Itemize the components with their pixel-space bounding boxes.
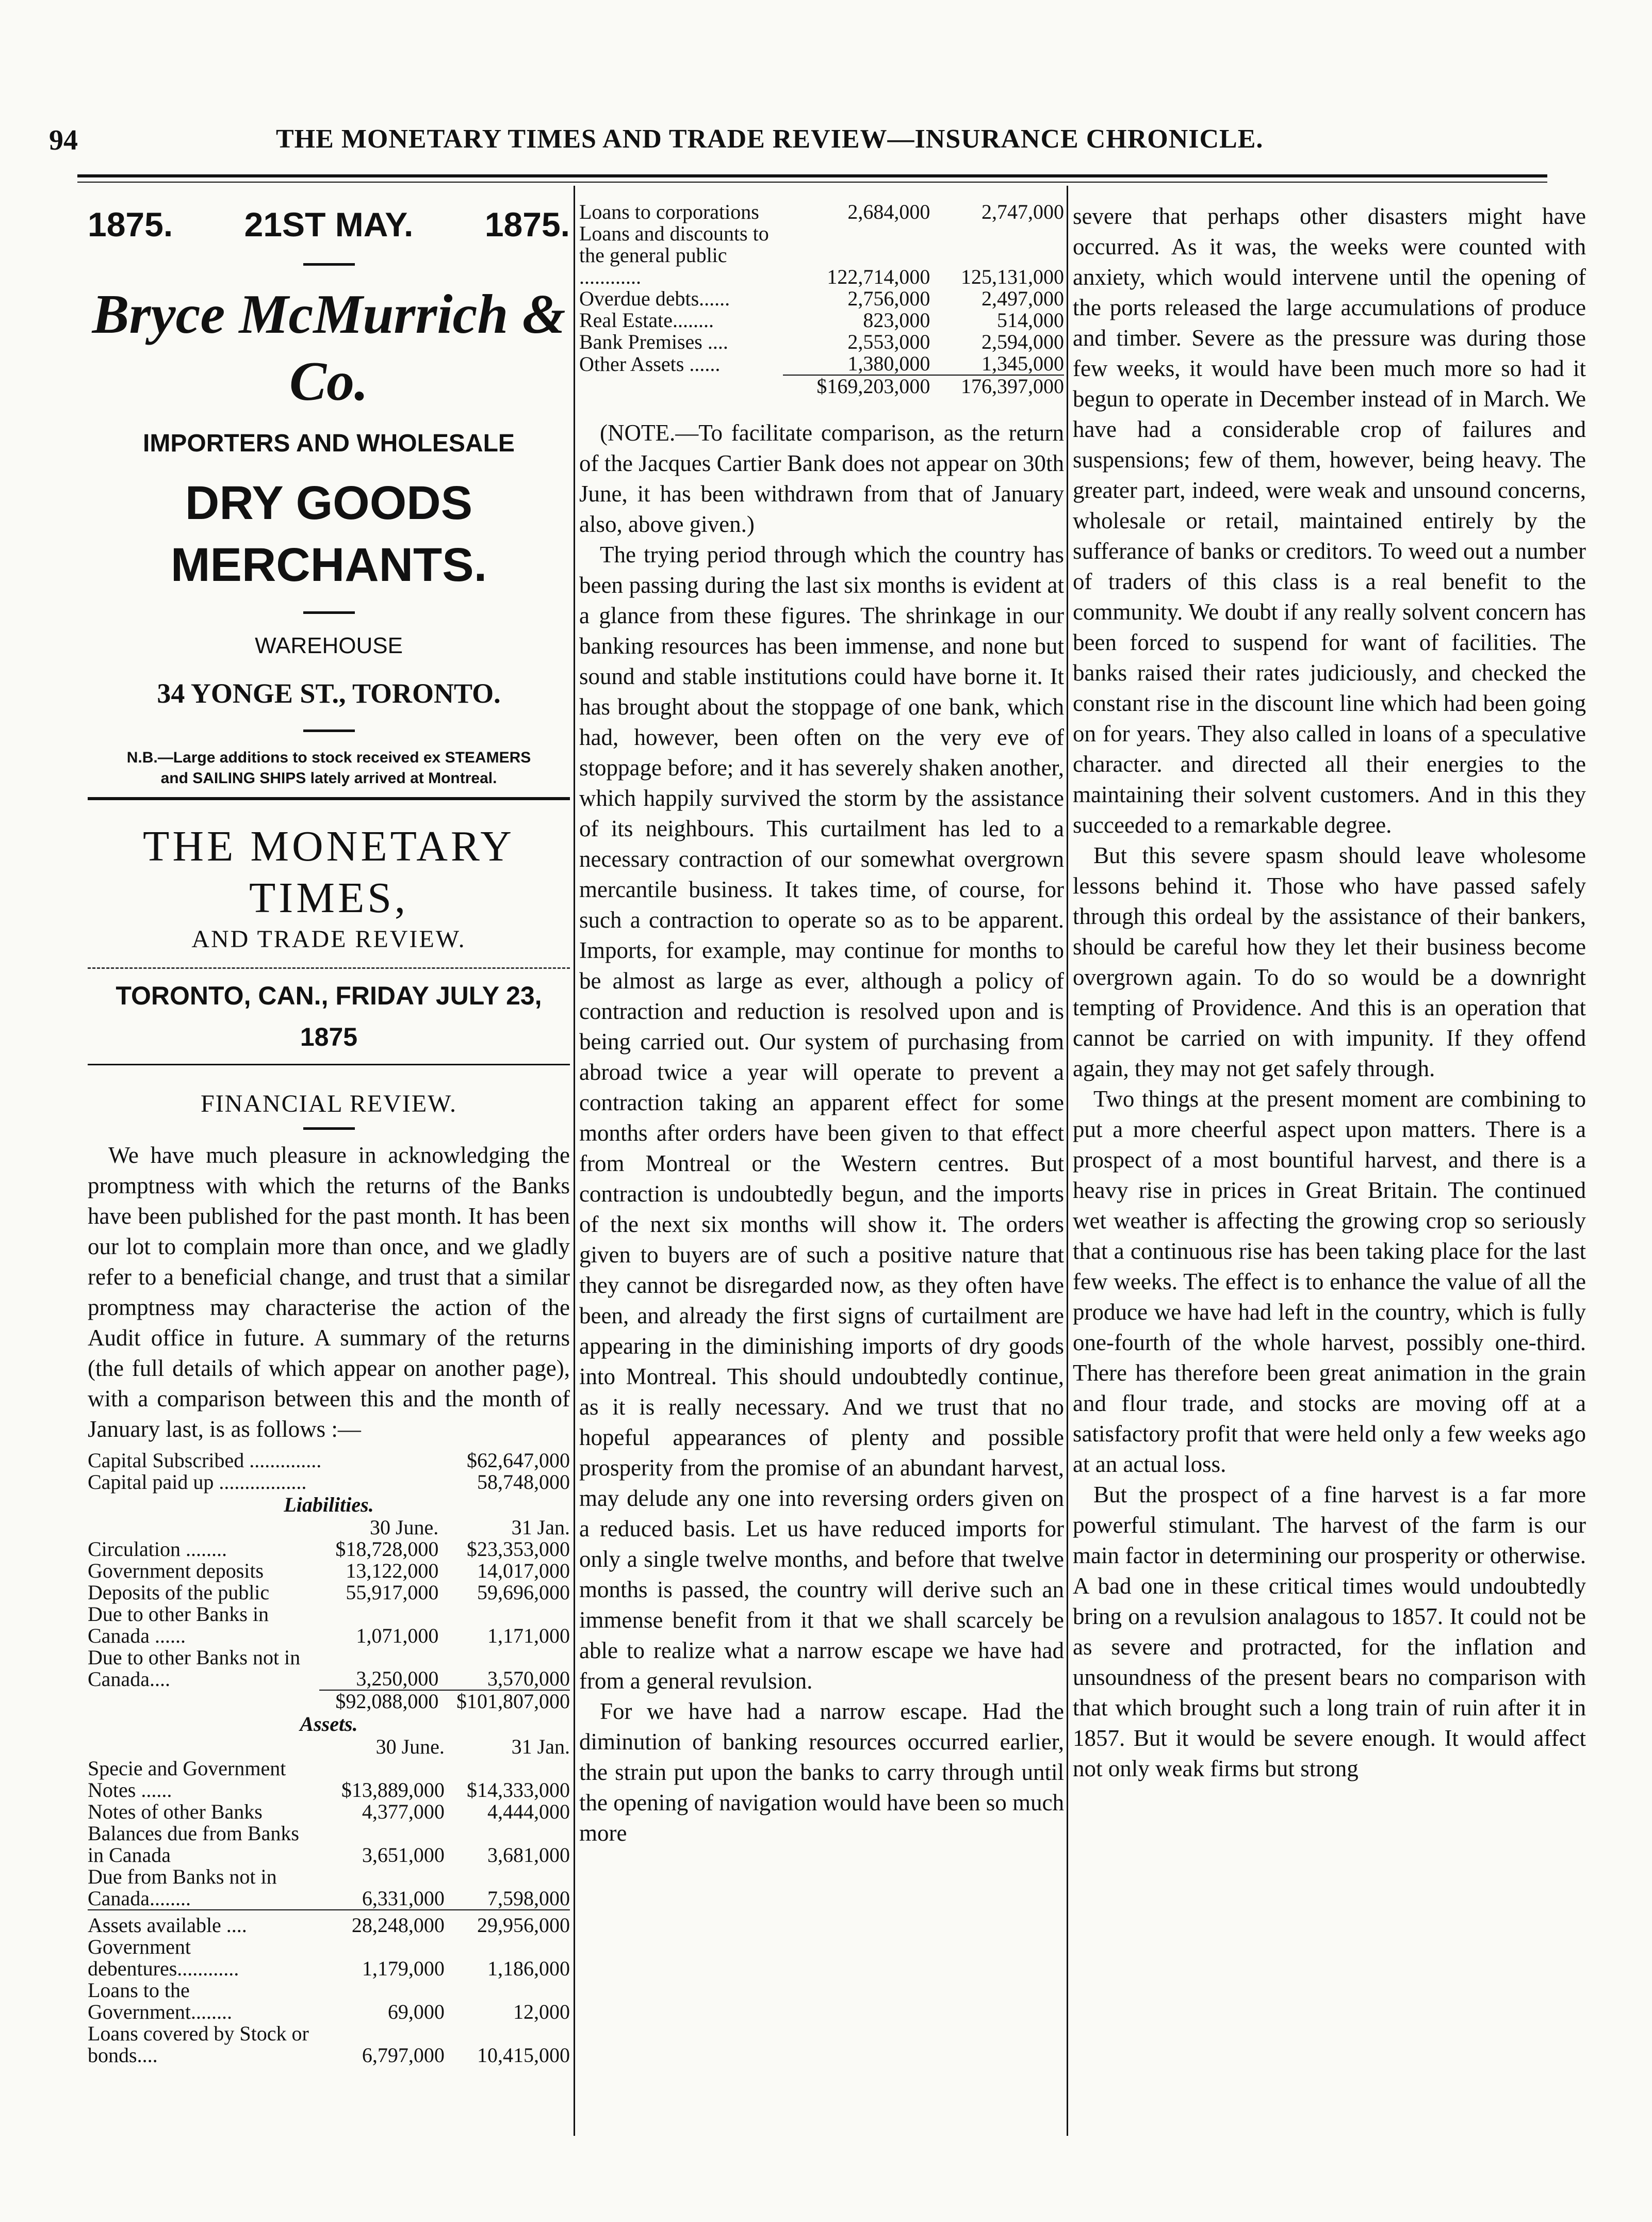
total-june: $92,088,000 xyxy=(319,1690,439,1712)
table-row xyxy=(88,1823,570,1866)
body-paragraph: But the prospect of a fine harvest is a far more powerful stimulant. The harvest of the farm is our main factor in determining our prosperity or otherwise. A bad one in these critical times would undoubtedly bring on a revulsion analagous to 1857. It could not be as severe and protracted, for the inflation and unsoundness of the present bears no comparison with that which brought such a long train of ruin after it in 1857. But it would be severe enough. It would affect not only weak firms but strong xyxy=(1073,1482,1586,1781)
ad-line-merchants: DRY GOODS MERCHANTS. xyxy=(170,477,487,591)
row-label: Deposits of the public xyxy=(88,1581,270,1604)
value-june: 823,000 xyxy=(863,309,930,332)
table-header-row xyxy=(88,1736,570,1758)
body-paragraph: severe that perhaps other disasters might have occurred. As it was, the weeks were counted with anxiety, which would intervene until the opening of the ports released the large accumulations of produce and timber. Severe as the pressure was during those few weeks, it would have been much more so had it begun to operate in December instead of in March. We have had a considerable crop of failures and suspensions; few of them, however, being heavy. The greater part, indeed, were weak and unsound concerns, wholesale or retail, maintained entirely by the sufferance of banks or creditors. To weed out a number of traders of this class is a real benefit to the community. We doubt if any really solvent concern has been forced to suspend for want of facilities. The banks raised their rates judiciously, and checked the constant rise in the discount line which had been going on for years. They also called in loans of a speculative character. and directed all their energies to the maintaining their solvent customers. And in this they succeeded to a remarkable degree. xyxy=(1073,203,1586,838)
total-jan: 176,397,000 xyxy=(930,375,1064,397)
row-label: Overdue debts...... xyxy=(579,287,730,310)
table-row xyxy=(88,1866,570,1910)
ad-nb-line-2: and SAILING SHIPS lately arrived at Montreal. xyxy=(160,770,497,787)
value-june: 1,071,000 xyxy=(356,1624,439,1647)
total-row xyxy=(88,1690,570,1712)
value-june: 1,380,000 xyxy=(847,352,930,375)
table-row xyxy=(88,1980,570,2023)
dateline-rule xyxy=(88,1064,570,1065)
table-row xyxy=(579,353,1064,375)
header-rule-thin xyxy=(77,182,1547,183)
row-label: Real Estate........ xyxy=(579,309,714,332)
row-label: Government debentures............ xyxy=(88,1935,239,1980)
table-header-row xyxy=(88,1517,570,1538)
row-label: Loans to corporations xyxy=(579,200,759,223)
value-june: 55,917,000 xyxy=(346,1581,439,1604)
assets-table xyxy=(88,1736,570,2066)
row-value: 58,748,000 xyxy=(477,1470,570,1494)
value-june: 1,179,000 xyxy=(362,1957,445,1980)
table-row xyxy=(88,2023,570,2066)
ad-date: 21ST MAY. xyxy=(244,205,414,244)
ad-nb-line-1: N.B.—Large additions to stock received ex STEAMERS xyxy=(126,749,531,766)
value-jan: 29,956,000 xyxy=(477,1913,570,1937)
row-label: Other Assets ...... xyxy=(579,352,721,376)
value-jan: 2,747,000 xyxy=(982,200,1064,223)
row-label: Balances due from Banks in Canada xyxy=(88,1822,299,1867)
ad-warehouse: WAREHOUSE xyxy=(255,633,403,658)
value-june: 69,000 xyxy=(387,2000,445,2023)
value-june: $18,728,000 xyxy=(335,1537,439,1561)
table-row xyxy=(88,1915,570,1936)
table-row xyxy=(88,1582,570,1603)
column-divider-1 xyxy=(574,186,575,2136)
value-jan: 1,345,000 xyxy=(982,352,1064,375)
table-row xyxy=(88,1603,570,1647)
value-june: 28,248,000 xyxy=(351,1913,445,1937)
row-value: $62,647,000 xyxy=(467,1449,570,1472)
ad-bottom-rule xyxy=(88,797,570,800)
row-label: Due from Banks not in Canada........ xyxy=(88,1865,277,1910)
loans-table xyxy=(579,201,1064,397)
value-june: 2,553,000 xyxy=(847,330,930,353)
body-paragraph: The trying period through which the country has been passing during the last six months is evident at a glance from these figures. The shrinkage in our banking resources has been immense, and none but sound and stable institutions could have borne it. It has brought about the stoppage of one bank, which had, however, been often on the very eve of stoppage before; and it has severely shaken another, which happily survived the storm by the assistance of its neighbours. This curtailment has led to a necessary contraction of our somewhat overgrown mercantile business. It takes time, of course, for such a contraction to operate so as to be apparent. Imports, for example, may continue for months to be almost as large as ever, although a policy of contraction and reduction is resolved upon and is being carried out. Our system of purchasing from abroad twice a year will operate to prevent a contraction taking an apparent effect for some months after orders have been given to that effect from Montreal or the Western centres. But contraction is undoubtedly begun, and the imports of the next six months will show it. The orders given to buyers are of such a positive nature that they cannot be disregarded now, as they often have been, and already the first signs of curtailment are appearing in the diminishing imports of dry goods into Montreal. This should undoubtedly continue, as it is really necessary. And we trust that no hopeful appearances of plenty and possible prosperity from the promise of an abundant harvest, may delude any one into reversing orders given on a reduced basis. Let us have reduced imports for only a single twelve months, and before that twelve months is passed, the country will derive such an immense benefit from it that we shall scarcely be able to realize what a narrow escape we have had from a general revulsion. xyxy=(579,542,1064,1694)
ad-line-importers: IMPORTERS AND WHOLESALE xyxy=(143,430,515,457)
table-row xyxy=(579,331,1064,353)
value-june: 2,684,000 xyxy=(847,200,930,223)
row-label: Circulation ........ xyxy=(88,1537,227,1561)
value-jan: 7,598,000 xyxy=(487,1887,570,1910)
page-header xyxy=(49,124,1555,165)
table-row xyxy=(579,201,1064,223)
value-june: 3,250,000 xyxy=(356,1667,439,1690)
table-row xyxy=(88,1471,570,1493)
value-jan: 59,696,000 xyxy=(477,1581,570,1604)
row-label: Specie and Government Notes ...... xyxy=(88,1757,286,1802)
row-label: Capital Subscribed .............. xyxy=(88,1449,322,1472)
divider-dash xyxy=(303,729,355,732)
intro-paragraph: We have much pleasure in acknowledging the promptness with which the returns of the Banks have been published for the past month. It has been our lot to complain more than once, and we gladly refer to a beneficial change, and trust that a similar promptness may characterise the action of the Audit office in future. A summary of the returns (the full details of which appear on another page), with a comparison between this and the month of January last, is as follows :— xyxy=(88,1142,570,1442)
value-june: 4,377,000 xyxy=(362,1800,445,1823)
value-jan: 1,171,000 xyxy=(487,1624,570,1647)
row-label: Notes of other Banks xyxy=(88,1800,263,1823)
row-label: Loans covered by Stock or bonds.... xyxy=(88,2022,309,2067)
masthead-rule xyxy=(88,967,570,969)
section-title: FINANCIAL REVIEW. xyxy=(200,1090,457,1117)
table-row xyxy=(88,1801,570,1823)
capital-table xyxy=(88,1450,570,1493)
value-jan: 1,186,000 xyxy=(487,1957,570,1980)
running-title: THE MONETARY TIMES AND TRADE REVIEW—INSURANCE CHRONICLE. xyxy=(276,124,1264,154)
value-jan: $14,333,000 xyxy=(467,1778,570,1802)
table-row xyxy=(579,223,1064,288)
table-row xyxy=(579,288,1064,310)
divider-dash xyxy=(303,1127,355,1130)
table-row xyxy=(88,1758,570,1801)
body-paragraph: Two things at the present moment are combining to put a more cheerful aspect upon matters. There is a prospect of a most bountiful harvest, and there is a heavy rise in prices in Great Britain. The continued wet weather is affecting the growing crop so seriously that a continuous rise has been taking place for the last few weeks. The effect is to enhance the value of all the produce we have had left in the country, which is fully one-fourth of the whole harvest, possibly one-third. There has therefore been great animation in the grain and flour trade, and stocks are moving off at a satisfactory profit that were held only a few weeks ago at an actual loss. xyxy=(1073,1086,1586,1477)
column-3 xyxy=(1073,201,1586,1784)
value-jan: 2,594,000 xyxy=(982,330,1064,353)
header-rule xyxy=(77,174,1547,177)
total-june: $169,203,000 xyxy=(783,375,930,397)
value-june: 6,331,000 xyxy=(362,1887,445,1910)
liabilities-table xyxy=(88,1517,570,1712)
assets-heading: Assets. xyxy=(300,1712,358,1736)
note-paragraph: (NOTE.—To facilitate comparison, as the return of the Jacques Cartier Bank does not appear on 30th June, it has been withdrawn from that of January also, above given.) xyxy=(579,420,1064,537)
page-number: 94 xyxy=(49,124,78,156)
value-jan: 2,497,000 xyxy=(982,287,1064,310)
col-header-jan: 31 Jan. xyxy=(511,1735,570,1758)
masthead-subtitle: AND TRADE REVIEW. xyxy=(191,926,466,953)
body-paragraph: For we have had a narrow escape. Had the diminution of banking resources occurred earlier, the strain put upon the banks to carry through until the opening of navigation would have been so much more xyxy=(579,1698,1064,1846)
value-jan: 3,681,000 xyxy=(487,1843,570,1867)
value-jan: $23,353,000 xyxy=(467,1537,570,1561)
column-2 xyxy=(579,201,1064,1848)
value-jan: 12,000 xyxy=(513,2000,570,2023)
table-row xyxy=(579,310,1064,331)
value-jan: 514,000 xyxy=(997,309,1064,332)
value-jan: 3,570,000 xyxy=(487,1667,570,1690)
table-row xyxy=(88,1647,570,1690)
table-row xyxy=(88,1560,570,1582)
ad-date-line xyxy=(88,201,570,248)
body-paragraph: But this severe spasm should leave wholesome lessons behind it. Those who have passed safely through this ordeal by the assistance of their bankers, should be careful how they let their business become overgrown again. To do so would be a downright tempting of Providence. And this is an operation that cannot be carried on with impunity. If they offend again, they may not get safely through. xyxy=(1073,842,1586,1081)
column-1 xyxy=(88,201,570,2066)
ad-address: 34 YONGE ST., TORONTO. xyxy=(157,678,501,709)
row-label: Loans to the Government........ xyxy=(88,1978,232,2023)
value-jan: 4,444,000 xyxy=(487,1800,570,1823)
masthead-dateline: TORONTO, CAN., FRIDAY JULY 23, 1875 xyxy=(116,981,542,1051)
ad-year-right: 1875. xyxy=(484,205,570,244)
row-label: Due to other Banks in Canada ...... xyxy=(88,1602,269,1647)
value-jan: 10,415,000 xyxy=(477,2043,570,2067)
column-divider-2 xyxy=(1067,186,1068,2136)
col-header-june: 30 June. xyxy=(369,1516,439,1539)
value-june: 2,756,000 xyxy=(847,287,930,310)
row-label: Government deposits xyxy=(88,1559,264,1582)
value-june: 6,797,000 xyxy=(362,2043,445,2067)
total-row xyxy=(579,375,1064,397)
row-label: Assets available .... xyxy=(88,1913,247,1937)
total-jan: $101,807,000 xyxy=(438,1690,570,1712)
ad-firm-name: Bryce McMurrich & Co. xyxy=(92,284,566,412)
table-row xyxy=(88,1538,570,1560)
value-june: 13,122,000 xyxy=(346,1559,439,1582)
row-label: Bank Premises .... xyxy=(579,330,728,353)
value-june: $13,889,000 xyxy=(341,1778,445,1802)
row-label: Loans and discounts to the general public ............ xyxy=(579,222,769,288)
divider-dash xyxy=(303,263,355,266)
table-row xyxy=(88,1936,570,1980)
value-jan: 14,017,000 xyxy=(477,1559,570,1582)
masthead-title: THE MONETARY TIMES, xyxy=(143,822,515,922)
value-june: 122,714,000 xyxy=(827,265,930,288)
row-label: Due to other Banks not in Canada.... xyxy=(88,1646,301,1691)
value-jan: 125,131,000 xyxy=(961,265,1064,288)
col-header-jan: 31 Jan. xyxy=(511,1516,570,1539)
row-label: Capital paid up ................. xyxy=(88,1470,307,1494)
table-row xyxy=(88,1450,570,1471)
value-june: 3,651,000 xyxy=(362,1843,445,1867)
liabilities-heading: Liabilities. xyxy=(284,1493,374,1516)
divider-dash xyxy=(303,611,355,614)
col-header-june: 30 June. xyxy=(375,1735,445,1758)
ad-year-left: 1875. xyxy=(88,205,173,244)
